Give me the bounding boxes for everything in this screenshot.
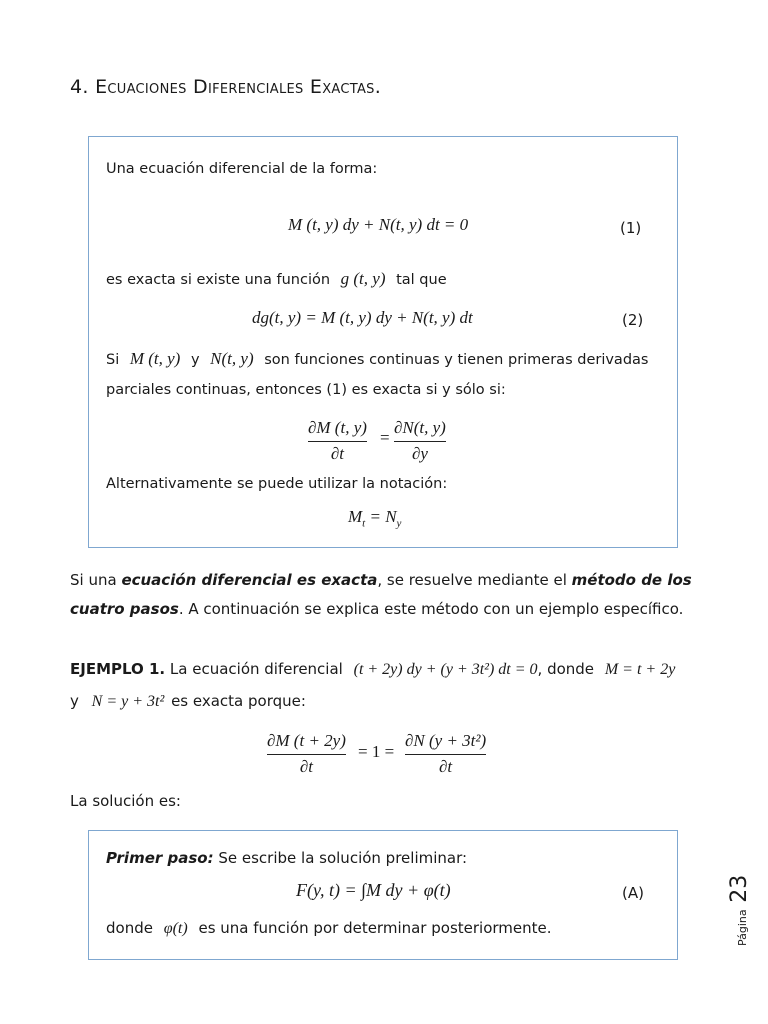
fraction-left-numerator: ∂M (t, y) [308,418,367,437]
example-line-1 [70,660,675,679]
first-step-heading [106,849,467,867]
method-p1: Si una [70,571,122,589]
page-number-block [727,875,752,946]
first-step-bold: Primer paso: [106,849,214,867]
example-fraction-middle: = 1 = [358,742,395,761]
example-N-definition: N = y + 3t² [91,693,165,710]
example-fraction-left-denominator: ∂t [299,757,313,776]
fraction-left-denominator: ∂t [330,444,345,463]
fraction-right-bar [394,441,446,442]
cond-M: M (t, y) [129,349,181,368]
alt-M-sub: t [362,517,366,530]
example-fraction-right [405,731,486,777]
section-number: 4. [70,76,89,98]
example-fraction-left-bar [267,754,346,755]
example-text-1: La ecuación diferencial [169,660,343,678]
cond-y: y [190,352,200,368]
fraction-right-numerator: ∂N(t, y) [394,418,446,437]
alt-eq-mid: = N [365,507,397,526]
example-fraction-left-numerator: ∂M (t + 2y) [267,731,346,750]
exact-condition-line [106,269,447,289]
example-y-word: y [70,692,79,710]
example-M-definition: M = t + 2y [604,661,676,678]
example-label: EJEMPLO 1. [70,660,166,678]
method-p2: , se resuelve mediante el [377,571,572,589]
exact-pre-text: es exacta si existe una función [106,272,331,288]
example-line-2 [70,692,306,711]
fraction-equals: = [380,428,390,447]
page-number: 23 [727,874,752,903]
example-fraction-right-denominator: ∂t [439,757,453,776]
section-heading [70,76,381,98]
continuity-line-1 [106,349,648,369]
fraction-left [308,418,367,464]
method-paragraph-line-1 [70,571,692,589]
equation-1-number: (1) [620,219,642,237]
section-title: Ecuaciones Diferenciales Exactas. [95,76,382,98]
first-step-footer [106,919,552,938]
exact-post-text: tal que [396,272,447,288]
method-b2: método de los [571,571,692,589]
fraction-right [394,418,446,464]
page-label: Página [736,909,749,946]
example-equation: (t + 2y) dy + (y + 3t²) dt = 0 [353,661,538,678]
first-step-equation: F(y, t) = ∫M dy + φ(t) [296,880,451,900]
solution-label: La solución es: [70,792,181,810]
first-step-equation-number: (A) [622,884,644,902]
example-text-2: , donde [537,660,595,678]
first-step-donde: donde [106,919,153,937]
alt-M: M [348,507,363,526]
continuity-line-2: parciales continuas, entonces (1) es exacta si y sólo si: [106,382,506,398]
first-step-phi: φ(t) [163,920,188,937]
equation-1: M (t, y) dy + N(t, y) dt = 0 [288,215,469,234]
example-fraction-right-bar [405,754,486,755]
first-step-rest: Se escribe la solución preliminar: [213,849,468,867]
cond-si: Si [106,352,120,368]
definition-intro: Una ecuación diferencial de la forma: [106,161,378,177]
example-fraction-left [267,731,346,777]
method-b1: ecuación diferencial es exacta [121,571,378,589]
example-fraction-right-numerator: ∂N (y + 3t²) [405,731,487,750]
fraction-left-bar [308,441,367,442]
cond-rest: son funciones continuas y tienen primeras derivadas [264,352,649,368]
function-g: g (t, y) [340,269,386,288]
method-paragraph-line-2 [70,600,683,618]
method-b3: cuatro pasos [70,600,179,618]
cond-N: N(t, y) [210,349,254,368]
equation-2-number: (2) [622,311,644,329]
alternative-notation-text: Alternativamente se puede utilizar la notación: [106,476,448,492]
method-p3: . A continuación se explica este método con un ejemplo específico. [178,600,684,618]
alt-N-sub: y [396,517,402,530]
alternative-notation-equation [348,507,401,529]
example-text-3: es exacta porque: [171,692,306,710]
fraction-right-denominator: ∂y [411,444,428,463]
first-step-tail: es una función por determinar posteriormente. [198,919,552,937]
equation-2: dg(t, y) = M (t, y) dy + N(t, y) dt [252,308,473,327]
